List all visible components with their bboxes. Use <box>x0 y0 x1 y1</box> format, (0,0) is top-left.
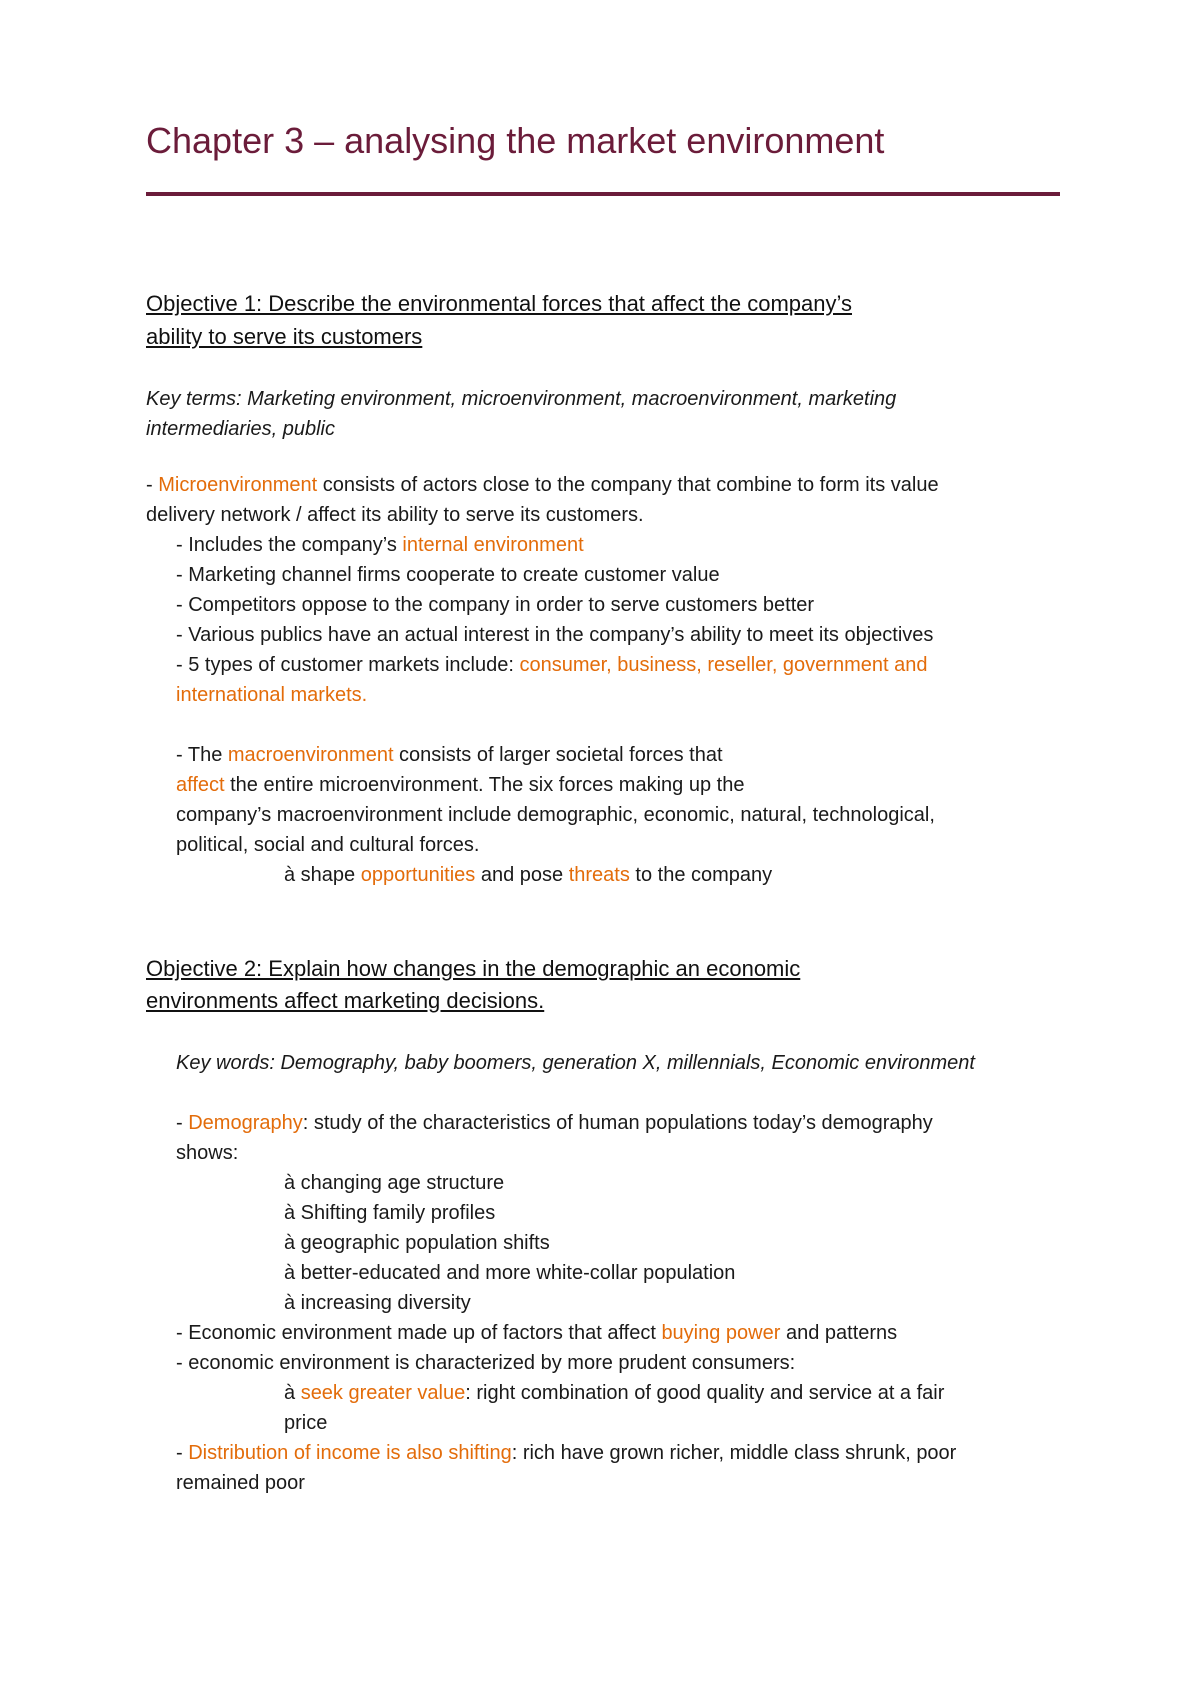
bullet-internal-environment <box>176 530 584 560</box>
arrow-mid: and pose <box>475 864 569 886</box>
page-title: Chapter 3 – analysing the market environment <box>146 120 885 161</box>
arrow-pre: à shape <box>284 864 361 886</box>
objective1-heading-line2: ability to serve its customers <box>146 324 423 349</box>
demography-term: Demography <box>188 1112 303 1134</box>
arrow-post: to the company <box>629 864 773 886</box>
value-post: : right combination of good quality and service at a fair <box>465 1382 945 1404</box>
affect-term: affect <box>176 774 225 796</box>
microenvironment-line2: delivery network / affect its ability to serve its customers. <box>146 504 644 526</box>
shape-opportunities-line <box>284 860 772 890</box>
objective2-heading-line2: environments affect marketing decisions. <box>146 988 545 1013</box>
dist-post: : rich have grown richer, middle class shrunk, poor <box>511 1442 957 1464</box>
bullet-publics: - Various publics have an actual interest in the company’s ability to meet its objectives <box>176 624 934 646</box>
econ-pre: - Economic environment made up of factors that affect <box>176 1322 662 1344</box>
bullet-text: - Includes the company’s <box>176 534 403 556</box>
demography-point: à better-educated and more white-collar population <box>284 1262 736 1284</box>
bullet-marketing-channel: - Marketing channel firms cooperate to create customer value <box>176 564 720 586</box>
macro-pre: - The <box>176 744 228 766</box>
key-words-line: Key words: Demography, baby boomers, generation X, millennials, Economic environment <box>176 1052 975 1074</box>
bullet-competitors: - Competitors oppose to the company in order to serve customers better <box>176 594 815 616</box>
key-terms-line2: intermediaries, public <box>146 418 335 440</box>
macro-line2-rest: the entire microenvironment. The six forces making up the <box>224 774 745 796</box>
seek-greater-value-term: seek greater value <box>300 1382 466 1404</box>
microenvironment-definition <box>146 470 939 500</box>
value-pre: à <box>284 1382 301 1404</box>
income-distribution-line <box>176 1438 956 1468</box>
demography-point: à geographic population shifts <box>284 1232 550 1254</box>
threats-term: threats <box>568 864 630 886</box>
income-distribution-term: Distribution of income is also shifting <box>188 1442 512 1464</box>
dist-pre: - <box>176 1442 189 1464</box>
prudent-consumers-line: - economic environment is characterized by more prudent consumers: <box>176 1352 796 1374</box>
dash: - <box>146 474 159 496</box>
microenvironment-term: Microenvironment <box>158 474 318 496</box>
macroenvironment-definition <box>176 740 723 770</box>
demography-point: à changing age structure <box>284 1172 505 1194</box>
econ-post: and patterns <box>780 1322 898 1344</box>
demography-line2: shows: <box>176 1142 239 1164</box>
demography-definition <box>176 1108 933 1138</box>
demo-rest: : study of the characteristics of human populations today’s demography <box>302 1112 933 1134</box>
opportunities-term: opportunities <box>360 864 476 886</box>
income-distribution-line2: remained poor <box>176 1472 305 1494</box>
buying-power-term: buying power <box>661 1322 781 1344</box>
micro-rest: consists of actors close to the company that combine to form its value <box>317 474 939 496</box>
macro-rest: consists of larger societal forces that <box>393 744 723 766</box>
macroenvironment-line2 <box>176 770 744 800</box>
macroenvironment-term: macroenvironment <box>227 744 394 766</box>
customer-markets-list-line2: international markets. <box>176 684 368 706</box>
macroenvironment-line3: company’s macroenvironment include demographic, economic, natural, technological, <box>176 804 935 826</box>
seek-value-line <box>284 1378 944 1408</box>
macroenvironment-line4: political, social and cultural forces. <box>176 834 480 856</box>
seek-value-line2: price <box>284 1412 328 1434</box>
key-terms-line1: Key terms: Marketing environment, microenvironment, macroenvironment, marketing <box>146 388 897 410</box>
internal-environment-term: internal environment <box>402 534 584 556</box>
objective2-heading-line1: Objective 2: Explain how changes in the demographic an economic <box>146 956 801 981</box>
dash: - <box>176 1112 189 1134</box>
economic-environment-line <box>176 1318 897 1348</box>
bullet-customer-markets <box>176 650 927 680</box>
objective1-heading-line1: Objective 1: Describe the environmental forces that affect the company’s <box>146 291 852 316</box>
bullet-text: - 5 types of customer markets include: <box>176 654 520 676</box>
title-divider <box>146 192 1060 196</box>
demography-point: à increasing diversity <box>284 1292 471 1314</box>
customer-markets-list: consumer, business, reseller, government and <box>519 654 928 676</box>
demography-point: à Shifting family profiles <box>284 1202 496 1224</box>
